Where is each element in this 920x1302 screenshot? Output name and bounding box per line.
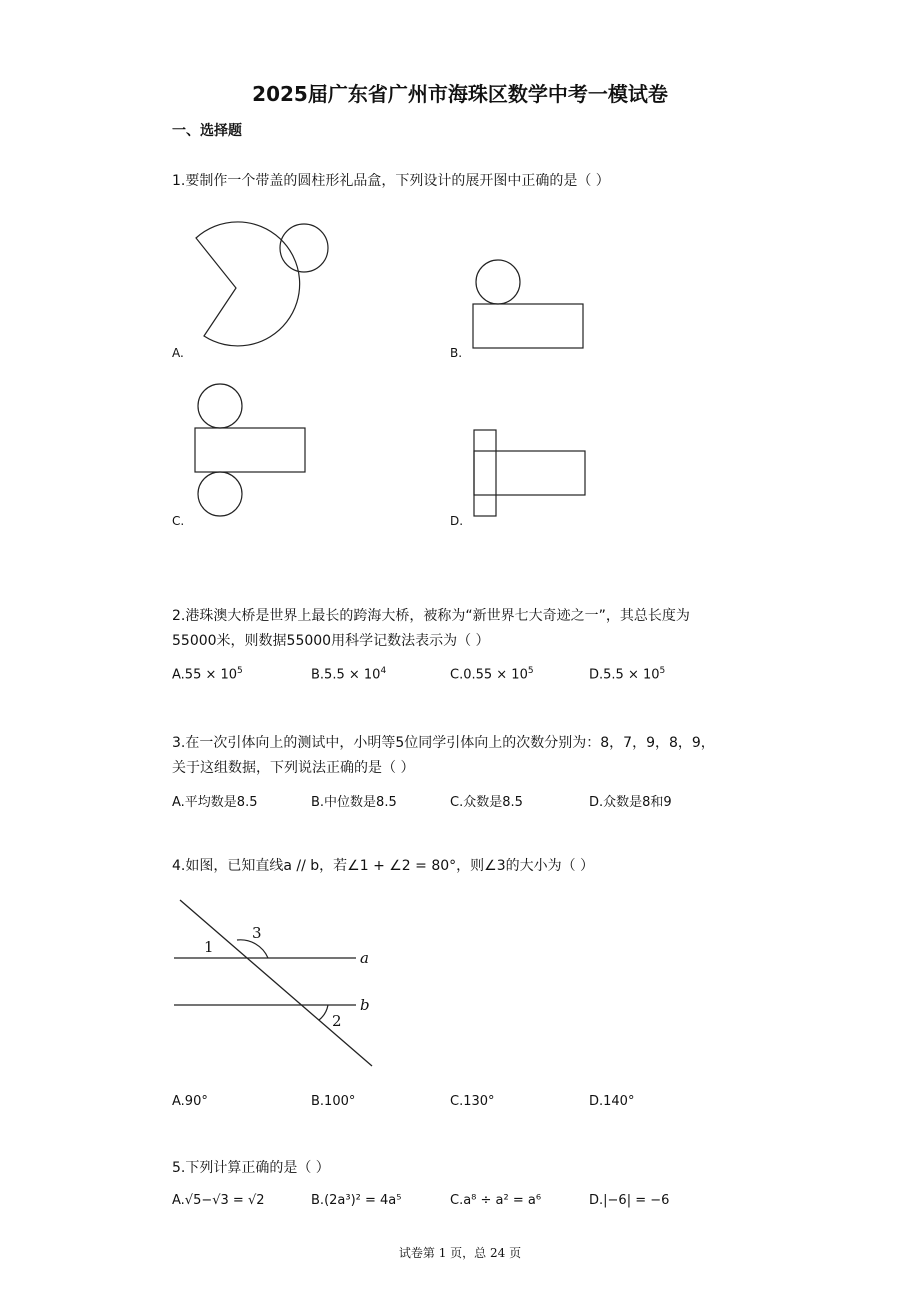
q3-option-b[interactable]: B.中位数是8.5: [311, 795, 397, 810]
angle-2-arc: [319, 1005, 328, 1020]
net-a-circle: [280, 224, 328, 272]
q1-net-a-figure: [190, 210, 335, 355]
q1-stem: 1.要制作一个带盖的圆柱形礼品盒，下列设计的展开图中正确的是（ ）: [172, 173, 610, 189]
q1-net-c-figure: [193, 382, 313, 522]
net-c-bottom-circle: [198, 472, 242, 516]
q5-option-c-expr: a⁸ ÷ a² = a⁶: [463, 1193, 542, 1208]
net-a-sector: [196, 222, 300, 346]
q1-option-a-label: A.: [172, 346, 184, 360]
q2-option-c-base: C.0.55 × 10: [450, 667, 528, 683]
transversal-line: [180, 900, 372, 1066]
q4-option-c[interactable]: C.130°: [450, 1094, 495, 1109]
net-c-rect: [195, 428, 305, 472]
section-heading: 一、选择题: [172, 123, 242, 139]
q5-option-b[interactable]: [311, 1193, 401, 1208]
q5-option-a-label: A.: [172, 1193, 185, 1208]
q2-option-b-base: B.5.5 × 10: [311, 667, 381, 683]
net-d-rect: [474, 451, 585, 495]
q5-option-c-label: C.: [450, 1193, 464, 1208]
q1-option-c-label: C.: [172, 514, 185, 528]
q5-option-a-expr: √5−√3 = √2: [184, 1193, 265, 1208]
q3-stem-line2: 关于这组数据，下列说法正确的是（ ）: [172, 760, 415, 776]
page-title: 2025届广东省广州市海珠区数学中考一模试卷: [252, 82, 668, 106]
q1-net-d-figure: [472, 428, 592, 520]
q4-stem: 4.如图，已知直线a // b，若∠1 + ∠2 = 80°，则∠3的大小为（ ）: [172, 858, 595, 874]
q4-option-b[interactable]: B.100°: [311, 1094, 356, 1109]
q2-option-a-exp: 5: [237, 666, 243, 676]
angle-2-label: 2: [332, 1012, 342, 1030]
net-b-circle: [476, 260, 520, 304]
q4-option-a[interactable]: A.90°: [172, 1094, 208, 1109]
q2-stem-line1: 2.港珠澳大桥是世界上最长的跨海大桥，被称为“新世界七大奇迹之一”，其总长度为: [172, 608, 690, 624]
q3-option-a[interactable]: A.平均数是8.5: [172, 795, 258, 810]
q4-option-d[interactable]: D.140°: [589, 1094, 635, 1109]
page-footer: 试卷第 1 页，总 24 页: [398, 1246, 522, 1260]
q2-option-d-exp: 5: [659, 666, 666, 676]
angle-1-label: 1: [204, 938, 214, 956]
q2-option-d[interactable]: [589, 666, 665, 682]
q5-option-d-expr: |−6| = −6: [603, 1193, 670, 1208]
q2-option-b[interactable]: [311, 666, 386, 682]
q5-option-c[interactable]: [450, 1193, 541, 1208]
q5-option-d[interactable]: [589, 1193, 669, 1208]
q5-stem: 5.下列计算正确的是（ ）: [172, 1160, 330, 1176]
q2-option-c[interactable]: [450, 666, 534, 682]
q3-stem-line1: 3.在一次引体向上的测试中，小明等5位同学引体向上的次数分别为：8，7，9，8，9，: [172, 735, 715, 751]
q1-option-d-label: D.: [450, 514, 464, 528]
q2-option-d-base: D.5.5 × 10: [589, 667, 660, 683]
q3-option-c[interactable]: C.众数是8.5: [450, 795, 523, 810]
net-c-top-circle: [198, 384, 242, 428]
q3-option-d[interactable]: D.众数是8和9: [589, 795, 672, 810]
net-b-rect: [473, 304, 583, 348]
angle-3-label: 3: [252, 924, 262, 942]
line-b-label: b: [360, 996, 370, 1014]
q2-stem-line2: 55000米，则数据55000用科学记数法表示为（ ）: [172, 633, 490, 649]
q5-option-d-label: D.: [589, 1193, 604, 1208]
net-d-left-strip: [474, 430, 496, 516]
q2-option-c-exp: 5: [527, 666, 534, 676]
q1-option-b-label: B.: [450, 346, 463, 360]
line-a-label: a: [360, 949, 369, 967]
q2-option-a-base: A.55 × 10: [172, 667, 238, 683]
q5-option-b-label: B.: [311, 1193, 325, 1208]
angle-3-arc: [237, 940, 268, 958]
q5-option-b-expr: (2a³)² = 4a⁵: [324, 1193, 402, 1208]
q4-parallel-lines-figure: [170, 890, 380, 1070]
q2-option-a[interactable]: [172, 666, 243, 682]
q5-option-a[interactable]: [172, 1193, 265, 1208]
q2-option-b-exp: 4: [380, 666, 387, 676]
q1-net-b-figure: [470, 258, 590, 353]
